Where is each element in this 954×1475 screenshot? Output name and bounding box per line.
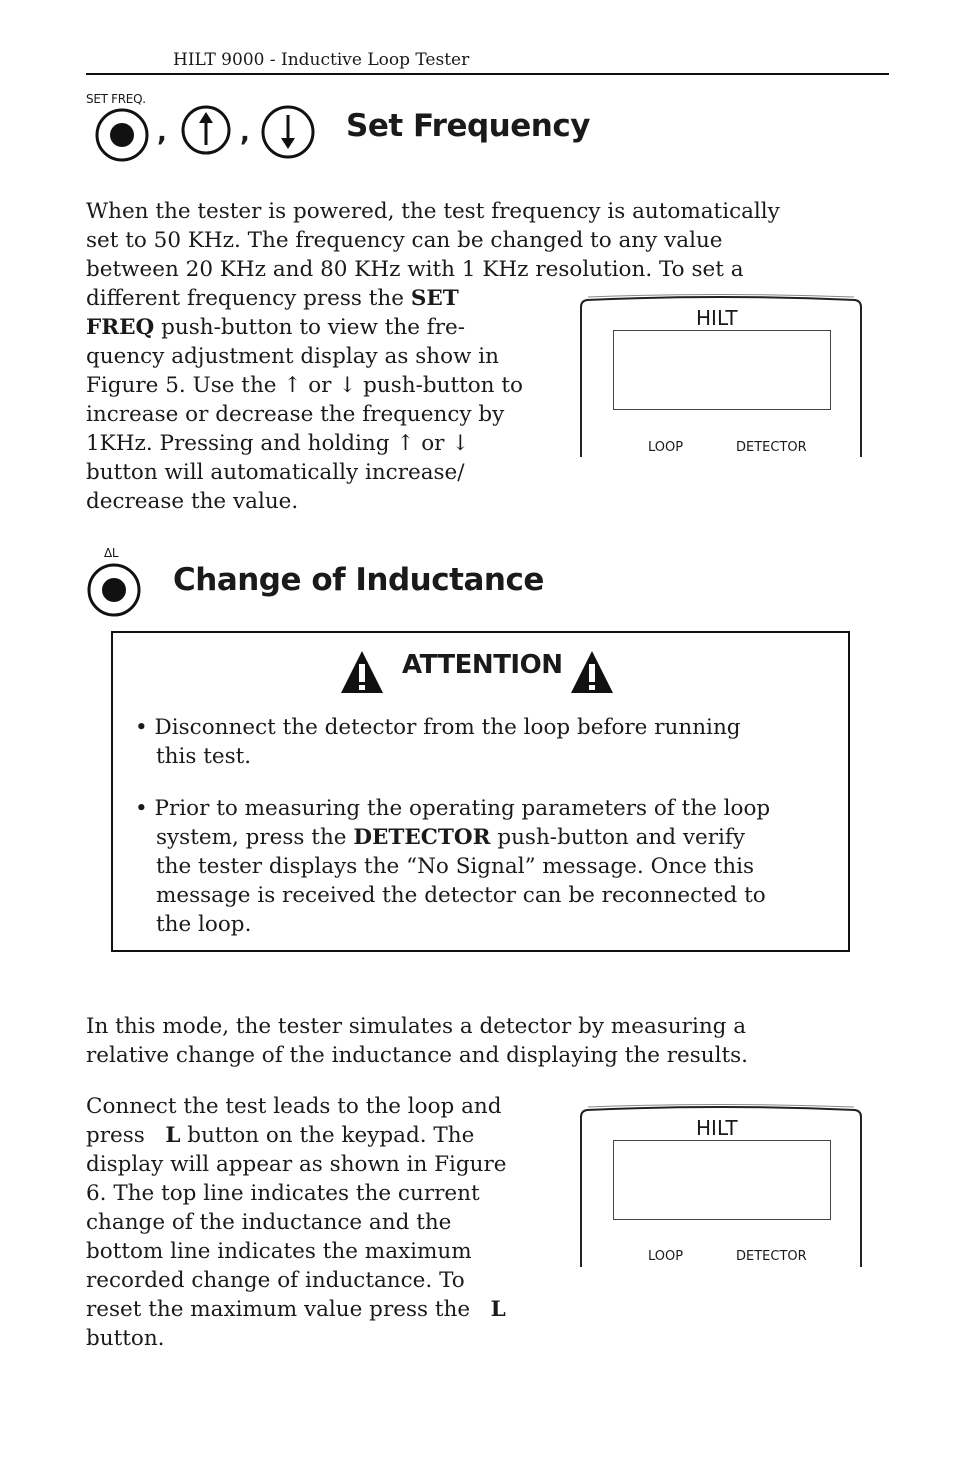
set-freq-button-label: SET FREQ. xyxy=(86,92,146,106)
set-freq-button-icon[interactable] xyxy=(94,107,150,163)
text-line xyxy=(135,823,770,852)
delta-l-button-icon[interactable] xyxy=(86,562,142,618)
freq-label-bold: FREQ xyxy=(86,315,155,340)
attention-bullet-prior xyxy=(135,794,770,939)
warning-triangle-icon xyxy=(569,649,615,695)
detector-label-bold: DETECTOR xyxy=(353,825,491,850)
text-line: Connect the test leads to the loop and xyxy=(86,1094,502,1119)
display-screen xyxy=(613,330,831,410)
display-loop-label: LOOP xyxy=(648,1249,684,1264)
text-span: reset the maximum value press the xyxy=(86,1297,491,1322)
mode-paragraph xyxy=(86,1012,748,1070)
text-line: button will automatically increase/ xyxy=(86,460,465,485)
tester-display-figure-frequency xyxy=(578,293,864,458)
comma-separator: , xyxy=(157,118,167,148)
text-line: display will appear as shown in Figure xyxy=(86,1152,507,1177)
display-loop-label: LOOP xyxy=(648,440,684,455)
text-span: push-button and verify xyxy=(490,825,745,850)
down-arrow-button-icon[interactable] xyxy=(260,104,316,160)
connect-paragraph xyxy=(86,1092,507,1353)
tester-display-figure-inductance xyxy=(578,1103,864,1268)
display-detector-label: DETECTOR xyxy=(736,440,807,455)
text-line: Figure 5. Use the ↑ or ↓ push-button to xyxy=(86,373,523,398)
up-arrow-button-icon[interactable] xyxy=(180,104,232,156)
text-span: push-button to view the fre- xyxy=(154,315,466,340)
section-title-change-of-inductance: Change of Inductance xyxy=(173,562,544,598)
comma-separator: , xyxy=(240,118,250,148)
set-label-bold: SET xyxy=(410,286,459,311)
text-line: relative change of the inductance and displaying the results. xyxy=(86,1043,749,1068)
attention-title: ATTENTION xyxy=(402,650,563,680)
text-line: • Disconnect the detector from the loop before running xyxy=(135,715,741,740)
text-line: When the tester is powered, the test frequency is automatically xyxy=(86,199,780,224)
section-title-set-frequency: Set Frequency xyxy=(346,108,590,144)
text-line: the loop. xyxy=(156,912,252,937)
text-line: change of the inductance and the xyxy=(86,1210,452,1235)
l-button-label-bold: L xyxy=(165,1123,181,1148)
text-line: between 20 KHz and 80 KHz with 1 KHz resolution. To set a xyxy=(86,257,744,282)
delta-l-button-label: ΔL xyxy=(104,546,119,560)
text-line: In this mode, the tester simulates a detector by measuring a xyxy=(86,1014,747,1039)
text-line xyxy=(86,1295,507,1324)
page-header-title: HILT 9000 - Inductive Loop Tester xyxy=(173,50,470,70)
text-line: • Prior to measuring the operating parameters of the loop xyxy=(135,796,771,821)
text-line: bottom line indicates the maximum xyxy=(86,1239,472,1264)
display-brand: HILT xyxy=(696,306,738,330)
text-line: increase or decrease the frequency by xyxy=(86,402,505,427)
text-line: recorded change of inductance. To xyxy=(86,1268,465,1293)
text-line: button. xyxy=(86,1326,165,1351)
text-span: different frequency press the xyxy=(86,286,411,311)
warning-triangle-icon xyxy=(339,649,385,695)
display-detector-label: DETECTOR xyxy=(736,1249,807,1264)
text-span: button on the keypad. The xyxy=(180,1123,475,1148)
text-line: decrease the value. xyxy=(86,489,299,514)
display-brand: HILT xyxy=(696,1116,738,1140)
text-line: 6. The top line indicates the current xyxy=(86,1181,480,1206)
text-line: quency adjustment display as show in xyxy=(86,344,499,369)
text-line: 1KHz. Pressing and holding ↑ or ↓ xyxy=(86,431,470,456)
text-line: message is received the detector can be reconnected to xyxy=(156,883,766,908)
attention-bullet-disconnect xyxy=(135,713,741,771)
text-line: this test. xyxy=(156,744,252,769)
text-line: set to 50 KHz. The frequency can be changed to any value xyxy=(86,228,723,253)
attention-box xyxy=(111,631,850,952)
text-line: the tester displays the “No Signal” message. Once this xyxy=(156,854,755,879)
text-line xyxy=(86,1121,507,1150)
text-span: system, press the xyxy=(156,825,354,850)
l-button-label-bold: L xyxy=(490,1297,506,1322)
text-span: press xyxy=(86,1123,166,1148)
header-rule xyxy=(86,73,889,75)
display-screen xyxy=(613,1140,831,1220)
